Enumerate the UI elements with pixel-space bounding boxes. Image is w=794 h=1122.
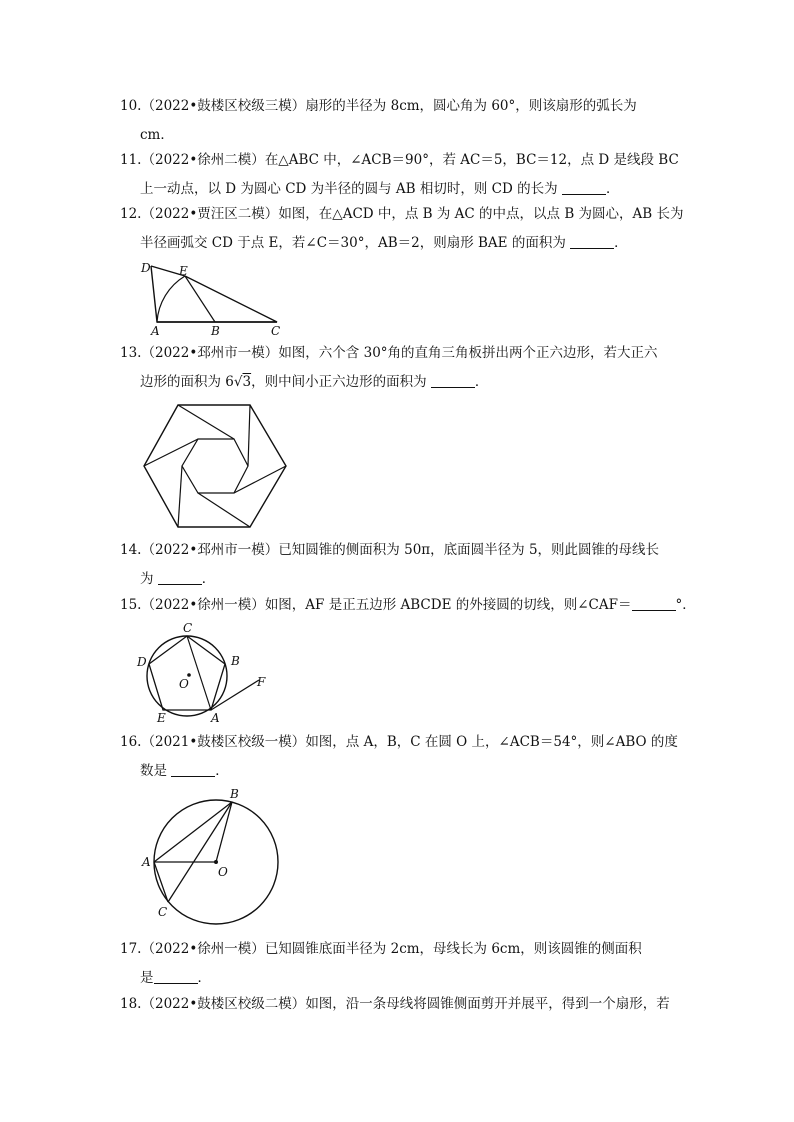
problem-16-line-1 xyxy=(120,733,678,751)
figure-12-triangle-diagram xyxy=(135,258,295,338)
problem-14-source: （2022•邳州市一模） xyxy=(141,542,279,558)
problem-16-source: （2021•鼓楼区校级一模） xyxy=(141,734,306,750)
problem-18-number: 18. xyxy=(120,996,142,1012)
answer-blank[interactable] xyxy=(431,375,475,388)
problem-17-number: 17. xyxy=(120,941,142,957)
problem-16-text-2: 数是 xyxy=(140,763,167,779)
answer-blank[interactable] xyxy=(154,971,198,984)
sqrt-symbol: √ xyxy=(233,374,243,390)
problem-16-text-1: 如图，点 A，B，C 在圆 O 上，∠ACB＝54°，则∠ABO 的度 xyxy=(305,734,678,750)
fig15-label-f: F xyxy=(257,675,266,689)
problem-17-line-1 xyxy=(120,940,642,958)
problem-16-number: 16. xyxy=(120,734,142,750)
problem-14-text-1: 已知圆锥的侧面积为 50π，底面圆半径为 5，则此圆锥的母线长 xyxy=(278,542,660,558)
fig15-label-b: B xyxy=(231,654,240,668)
problem-13-source: （2022•邳州市一模） xyxy=(141,345,279,361)
problem-12-line-2 xyxy=(140,234,628,252)
fig12-label-c: C xyxy=(271,324,281,338)
problem-12-line-1 xyxy=(120,205,684,223)
problem-16-line-2 xyxy=(140,762,229,780)
problem-13-text-3: ，则中间小正六边形的面积为 xyxy=(251,374,427,390)
figure-13-hexagon-diagram xyxy=(140,403,290,531)
problem-18-source: （2022•鼓楼区校级二模） xyxy=(141,996,306,1012)
problem-10-source: （2022•鼓楼区校级三模） xyxy=(141,98,306,114)
fig15-label-c: C xyxy=(183,621,193,635)
problem-14-text-2: 为 xyxy=(140,571,154,587)
fig12-label-b: B xyxy=(211,324,220,338)
fig15-label-e: E xyxy=(157,711,166,725)
problem-11-line-2 xyxy=(140,180,619,198)
problem-17-line-2 xyxy=(140,969,211,987)
problem-12-text-2: 半径画弧交 CD 于点 E，若∠C＝30°，AB＝2，则扇形 BAE 的面积为 xyxy=(140,235,566,251)
fig15-label-d: D xyxy=(137,655,147,669)
problem-15-source: （2022•徐州一模） xyxy=(141,597,265,613)
problem-17-source: （2022•徐州一模） xyxy=(141,941,265,957)
fig16-label-a: A xyxy=(142,855,151,869)
problem-15-text-1: 如图，AF 是正五边形 ABCDE 的外接圆的切线，则∠CAF＝ xyxy=(264,597,632,613)
problem-14-number: 14. xyxy=(120,542,142,558)
fig16-label-o: O xyxy=(218,865,228,879)
problem-10-line-2 xyxy=(140,126,174,144)
problem-18-text-1: 如图，沿一条母线将圆锥侧面剪开并展平，得到一个扇形，若 xyxy=(305,996,670,1012)
answer-blank[interactable] xyxy=(570,236,614,249)
problem-10-text-2: cm． xyxy=(140,127,174,143)
problem-13-text-1: 如图，六个含 30°角的直角三角板拼出两个正六边形，若大正六 xyxy=(278,345,658,361)
problem-11-text-2: 上一动点，以 D 为圆心 CD 为半径的圆与 AB 相切时，则 CD 的长为 xyxy=(140,181,558,197)
answer-blank[interactable] xyxy=(562,182,606,195)
problem-11-number: 11. xyxy=(120,152,142,168)
problem-10-line-1 xyxy=(120,97,637,115)
fig16-label-b: B xyxy=(230,787,239,801)
problem-12-end: ． xyxy=(614,235,628,251)
problem-10-number: 10. xyxy=(120,98,142,114)
problem-11-text-1: 在△ABC 中，∠ACB＝90°，若 AC＝5，BC＝12，点 D 是线段 BC xyxy=(264,152,679,168)
sqrt-radicand: 3 xyxy=(242,374,252,390)
answer-blank[interactable] xyxy=(171,764,215,777)
problem-17-text-2: 是 xyxy=(140,970,154,986)
problem-11-end: ． xyxy=(605,181,620,197)
problem-14-line-2 xyxy=(140,570,215,588)
problem-12-number: 12. xyxy=(120,206,142,222)
problem-17-end: ． xyxy=(197,970,211,986)
fig15-label-a: A xyxy=(211,711,220,725)
problem-13-line-2 xyxy=(140,373,488,391)
fig12-label-a: A xyxy=(151,324,160,338)
problem-12-source: （2022•贾汪区二模） xyxy=(141,206,279,222)
problem-14-end: ． xyxy=(201,571,216,587)
problem-13-end: ． xyxy=(474,374,489,390)
problem-15-number: 15. xyxy=(120,597,142,613)
problem-15-end: °． xyxy=(675,597,696,613)
fig12-label-d: D xyxy=(141,261,151,275)
figure-16-circle-diagram xyxy=(138,784,288,920)
problem-13-number: 13. xyxy=(120,345,142,361)
problem-11-line-1 xyxy=(120,151,679,169)
problem-12-text-1: 如图，在△ACD 中，点 B 为 AC 的中点，以点 B 为圆心，AB 长为 xyxy=(278,206,684,222)
fig12-label-e: E xyxy=(179,264,188,278)
answer-blank[interactable] xyxy=(158,572,202,585)
problem-14-line-1 xyxy=(120,541,659,559)
problem-13-line-1 xyxy=(120,344,658,362)
problem-17-text-1: 已知圆锥底面半径为 2cm，母线长为 6cm，则该圆锥的侧面积 xyxy=(264,941,642,957)
fig16-label-c: C xyxy=(158,905,168,919)
problem-10-text-1: 扇形的半径为 8cm，圆心角为 60°，则该扇形的弧长为 xyxy=(305,98,637,114)
problem-16-end: ． xyxy=(215,763,229,779)
figure-15-pentagon-diagram xyxy=(135,618,275,726)
fig15-label-o: O xyxy=(179,677,189,691)
problem-18-line-1 xyxy=(120,995,670,1013)
answer-blank[interactable] xyxy=(632,598,676,611)
problem-15-line-1 xyxy=(120,596,696,614)
problem-13-text-2: 边形的面积为 6 xyxy=(140,374,234,390)
problem-11-source: （2022•徐州二模） xyxy=(141,152,265,168)
